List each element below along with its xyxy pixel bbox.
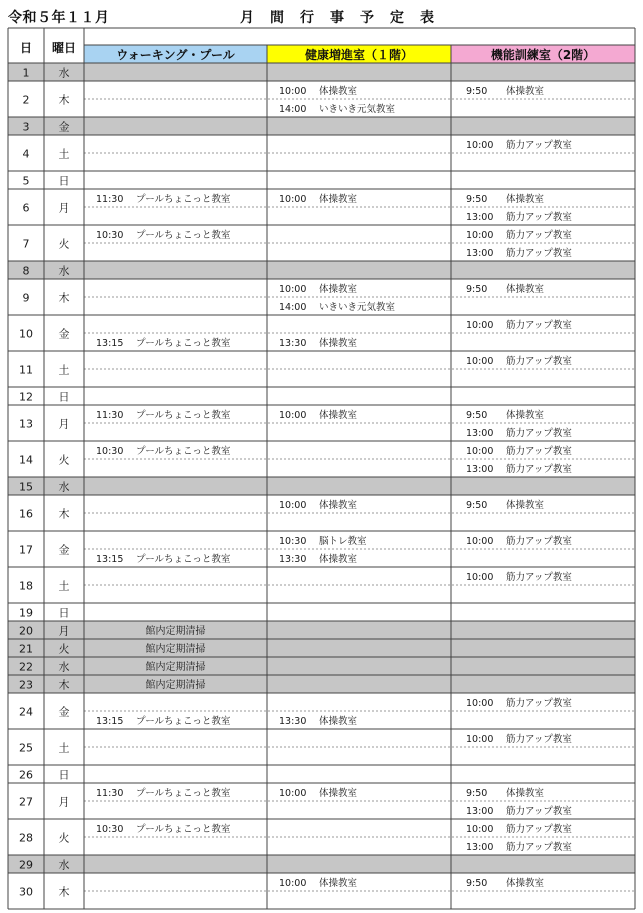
health-room-event: いきいき元気教室 — [319, 302, 396, 313]
walking-pool-event: プールちょこっと教室 — [136, 554, 231, 565]
weekday-label: 水 — [58, 660, 70, 674]
schedule-row-day-7 — [23, 229, 573, 259]
weekday-label: 土 — [58, 147, 70, 161]
weekday-label: 水 — [58, 480, 70, 494]
training-room-time: 10:00 — [466, 824, 494, 835]
training-room-time: 9:50 — [466, 284, 488, 295]
schedule-row-day-23 — [8, 675, 635, 693]
training-room-event: 筋力アップ教室 — [506, 842, 572, 853]
column-header-weekday: 曜日 — [51, 41, 77, 55]
walking-pool-event: プールちょこっと教室 — [136, 716, 231, 727]
day-number: 28 — [19, 831, 33, 845]
closed-day-shading — [8, 621, 635, 639]
day-number: 30 — [19, 885, 33, 899]
health-room-time: 14:00 — [279, 104, 307, 115]
day-number: 21 — [19, 642, 33, 656]
day-number: 16 — [19, 507, 33, 521]
weekday-label: 金 — [58, 327, 70, 341]
weekday-label: 木 — [58, 678, 70, 692]
training-room-time: 10:00 — [466, 698, 494, 709]
training-room-event: 筋力アップ教室 — [506, 230, 572, 241]
day-number: 5 — [22, 174, 30, 188]
weekday-label: 日 — [58, 390, 70, 404]
closure-note: 館内定期清掃 — [145, 680, 206, 691]
weekday-label: 木 — [58, 507, 70, 521]
day-number: 26 — [19, 768, 33, 782]
weekday-label: 金 — [58, 120, 70, 134]
training-room-event: 筋力アップ教室 — [506, 446, 572, 457]
training-room-event: 筋力アップ教室 — [506, 428, 572, 439]
weekday-label: 土 — [58, 363, 70, 377]
closed-day-shading — [8, 855, 635, 873]
walking-pool-time: 11:30 — [96, 788, 124, 799]
health-room-event: 体操教室 — [319, 410, 358, 421]
period-label: 令和５年１１月 — [8, 10, 110, 26]
column-header-walking-pool: ウォーキング・プール — [116, 48, 235, 62]
walking-pool-time: 13:15 — [96, 554, 124, 565]
weekday-label: 月 — [58, 795, 70, 809]
day-number: 13 — [19, 417, 33, 431]
training-room-event: 体操教室 — [506, 878, 545, 889]
day-number: 24 — [19, 705, 33, 719]
training-room-event: 筋力アップ教室 — [506, 464, 572, 475]
training-room-time: 10:00 — [466, 230, 494, 241]
weekday-label: 木 — [58, 93, 70, 107]
schedule-row-day-15 — [8, 477, 635, 495]
weekday-label: 月 — [58, 417, 70, 431]
walking-pool-event: プールちょこっと教室 — [136, 824, 231, 835]
weekday-label: 金 — [58, 543, 70, 557]
weekday-label: 木 — [58, 885, 70, 899]
day-number: 1 — [22, 66, 30, 80]
training-room-event: 筋力アップ教室 — [506, 806, 572, 817]
training-room-time: 13:00 — [466, 248, 494, 259]
closed-day-shading — [8, 63, 635, 81]
weekday-label: 水 — [58, 66, 70, 80]
walking-pool-event: プールちょこっと教室 — [136, 788, 231, 799]
health-room-time: 10:00 — [279, 878, 307, 889]
day-number: 15 — [19, 480, 33, 494]
training-room-time: 10:00 — [466, 356, 494, 367]
day-number: 22 — [19, 660, 33, 674]
training-room-time: 13:00 — [466, 842, 494, 853]
health-room-time: 10:00 — [279, 788, 307, 799]
training-room-event: 体操教室 — [506, 788, 545, 799]
walking-pool-event: プールちょこっと教室 — [136, 338, 231, 349]
training-room-time: 10:00 — [466, 320, 494, 331]
health-room-time: 10:30 — [279, 536, 307, 547]
training-room-event: 筋力アップ教室 — [506, 698, 572, 709]
day-number: 23 — [19, 678, 33, 692]
training-room-time: 10:00 — [466, 734, 494, 745]
day-number: 7 — [22, 237, 30, 251]
weekday-label: 日 — [58, 174, 70, 188]
walking-pool-time: 11:30 — [96, 194, 124, 205]
day-number: 20 — [19, 624, 33, 638]
day-number: 6 — [22, 201, 30, 215]
column-header-training-room: 機能訓練室（2階） — [490, 48, 596, 62]
health-room-event: 脳トレ教室 — [319, 536, 367, 547]
training-room-event: 筋力アップ教室 — [506, 140, 572, 151]
walking-pool-event: プールちょこっと教室 — [136, 446, 231, 457]
schedule-row-day-18 — [19, 571, 572, 593]
schedule-row-day-13 — [19, 409, 572, 439]
walking-pool-time: 11:30 — [96, 410, 124, 421]
schedule-row-day-4 — [23, 139, 573, 161]
training-room-time: 10:00 — [466, 572, 494, 583]
day-number: 8 — [22, 264, 30, 278]
training-room-event: 筋力アップ教室 — [506, 734, 572, 745]
weekday-label: 土 — [58, 579, 70, 593]
weekday-label: 金 — [58, 705, 70, 719]
weekday-label: 火 — [58, 453, 70, 467]
day-number: 14 — [19, 453, 33, 467]
schedule-row-day-27 — [19, 787, 572, 817]
training-room-event: 筋力アップ教室 — [506, 212, 572, 223]
day-number: 10 — [19, 327, 33, 341]
walking-pool-time: 10:30 — [96, 230, 124, 241]
health-room-event: 体操教室 — [319, 788, 358, 799]
day-number: 27 — [19, 795, 33, 809]
walking-pool-time: 10:30 — [96, 446, 124, 457]
health-room-event: 体操教室 — [319, 86, 358, 97]
walking-pool-event: プールちょこっと教室 — [136, 230, 231, 241]
weekday-label: 日 — [58, 606, 70, 620]
health-room-event: いきいき元気教室 — [319, 104, 396, 115]
training-room-event: 体操教室 — [506, 500, 545, 511]
health-room-time: 10:00 — [279, 194, 307, 205]
schedule-row-day-2 — [23, 85, 545, 115]
closed-day-shading — [8, 639, 635, 657]
training-room-event: 筋力アップ教室 — [506, 248, 572, 259]
schedule-row-day-1 — [8, 63, 635, 81]
schedule-row-day-29 — [8, 855, 635, 873]
health-room-event: 体操教室 — [319, 338, 358, 349]
weekday-label: 火 — [58, 642, 70, 656]
training-room-event: 体操教室 — [506, 410, 545, 421]
day-number: 17 — [19, 543, 33, 557]
day-number: 3 — [22, 120, 30, 134]
schedule-row-day-17 — [19, 535, 572, 565]
health-room-event: 体操教室 — [319, 878, 358, 889]
closure-note: 館内定期清掃 — [145, 626, 206, 637]
schedule-row-day-25 — [19, 733, 572, 755]
health-room-time: 13:30 — [279, 716, 307, 727]
health-room-time: 10:00 — [279, 500, 307, 511]
training-room-time: 9:50 — [466, 194, 488, 205]
day-number: 12 — [19, 390, 33, 404]
schedule-row-day-22 — [8, 657, 635, 675]
column-header-day: 日 — [19, 41, 33, 55]
training-room-event: 筋力アップ教室 — [506, 320, 572, 331]
closed-day-shading — [8, 261, 635, 279]
walking-pool-time: 13:15 — [96, 716, 124, 727]
weekday-label: 日 — [58, 768, 70, 782]
closure-note: 館内定期清掃 — [145, 662, 206, 673]
schedule-row-day-11 — [19, 355, 572, 377]
training-room-event: 体操教室 — [506, 86, 545, 97]
health-room-time: 10:00 — [279, 410, 307, 421]
schedule-row-day-3 — [8, 117, 635, 135]
weekday-label: 火 — [58, 831, 70, 845]
walking-pool-event: プールちょこっと教室 — [136, 410, 231, 421]
schedule-row-day-8 — [8, 261, 635, 279]
weekday-label: 月 — [58, 201, 70, 215]
day-number: 2 — [22, 93, 30, 107]
training-room-event: 筋力アップ教室 — [506, 824, 572, 835]
health-room-time: 10:00 — [279, 284, 307, 295]
closed-day-shading — [8, 675, 635, 693]
health-room-event: 体操教室 — [319, 716, 358, 727]
training-room-event: 体操教室 — [506, 194, 545, 205]
training-room-event: 筋力アップ教室 — [506, 536, 572, 547]
walking-pool-time: 13:15 — [96, 338, 124, 349]
training-room-time: 13:00 — [466, 464, 494, 475]
training-room-event: 体操教室 — [506, 284, 545, 295]
training-room-time: 9:50 — [466, 788, 488, 799]
training-room-time: 9:50 — [466, 410, 488, 421]
weekday-label: 木 — [58, 291, 70, 305]
training-room-time: 10:00 — [466, 140, 494, 151]
day-number: 25 — [19, 741, 33, 755]
training-room-time: 10:00 — [466, 536, 494, 547]
column-header-health-room: 健康増進室（１階） — [304, 48, 414, 62]
schedule-row-day-10 — [19, 319, 572, 349]
training-room-event: 筋力アップ教室 — [506, 356, 572, 367]
walking-pool-time: 10:30 — [96, 824, 124, 835]
weekday-label: 水 — [58, 858, 70, 872]
training-room-event: 筋力アップ教室 — [506, 572, 572, 583]
closed-day-shading — [8, 117, 635, 135]
schedule-row-day-9 — [23, 283, 545, 313]
weekday-label: 月 — [58, 624, 70, 638]
training-room-time: 13:00 — [466, 428, 494, 439]
document-title: 月間行事予定表 — [240, 10, 450, 26]
schedule-row-day-16 — [19, 499, 545, 521]
training-room-time: 13:00 — [466, 212, 494, 223]
schedule-row-day-6 — [23, 193, 573, 223]
health-room-time: 13:30 — [279, 554, 307, 565]
schedule-row-day-20 — [8, 621, 635, 639]
closed-day-shading — [8, 657, 635, 675]
health-room-event: 体操教室 — [319, 500, 358, 511]
weekday-label: 水 — [58, 264, 70, 278]
day-number: 9 — [22, 291, 30, 305]
day-number: 11 — [19, 363, 33, 377]
schedule-row-day-21 — [8, 639, 635, 657]
schedule-row-day-24 — [19, 697, 572, 727]
training-room-time: 10:00 — [466, 446, 494, 457]
day-number: 29 — [19, 858, 33, 872]
day-number: 4 — [22, 147, 30, 161]
health-room-time: 14:00 — [279, 302, 307, 313]
walking-pool-event: プールちょこっと教室 — [136, 194, 231, 205]
day-number: 18 — [19, 579, 33, 593]
health-room-time: 10:00 — [279, 86, 307, 97]
health-room-event: 体操教室 — [319, 284, 358, 295]
closure-note: 館内定期清掃 — [145, 644, 206, 655]
schedule-row-day-28 — [19, 823, 572, 853]
weekday-label: 火 — [58, 237, 70, 251]
weekday-label: 土 — [58, 741, 70, 755]
training-room-time: 9:50 — [466, 500, 488, 511]
health-room-time: 13:30 — [279, 338, 307, 349]
schedule-row-day-14 — [19, 445, 572, 475]
training-room-time: 9:50 — [466, 86, 488, 97]
health-room-event: 体操教室 — [319, 194, 358, 205]
closed-day-shading — [8, 477, 635, 495]
day-number: 19 — [19, 606, 33, 620]
training-room-time: 13:00 — [466, 806, 494, 817]
health-room-event: 体操教室 — [319, 554, 358, 565]
schedule-row-day-30 — [19, 877, 545, 899]
training-room-time: 9:50 — [466, 878, 488, 889]
schedule-row-day-5 — [23, 175, 70, 188]
